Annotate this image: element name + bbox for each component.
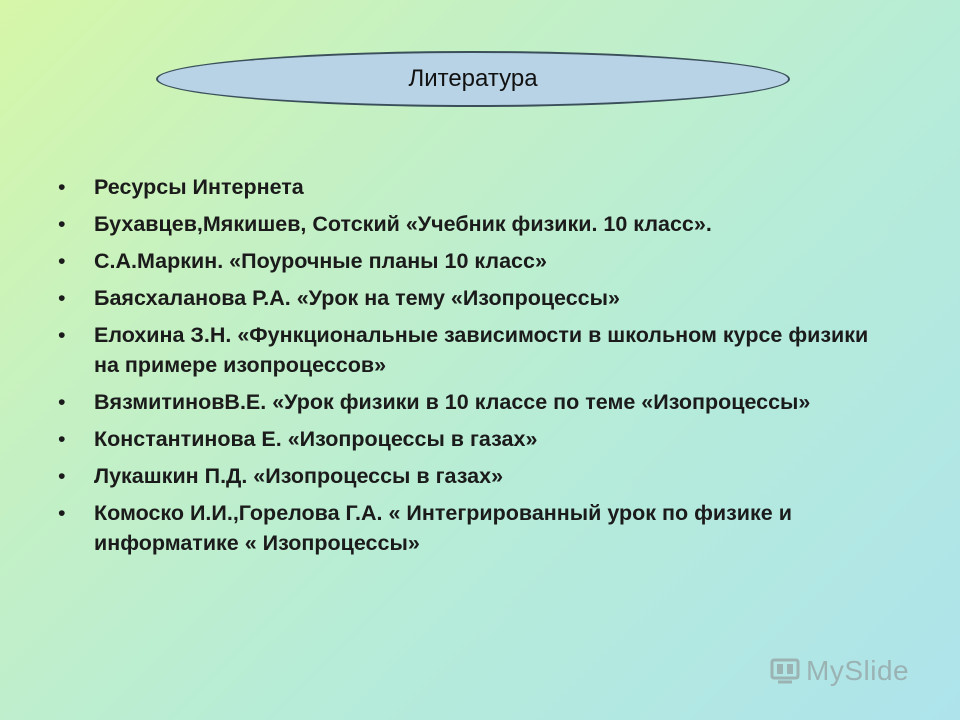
bullet: • [58,464,66,488]
bullet: • [58,427,66,451]
bullet: • [58,175,66,199]
reference-text: С.А.Маркин. «Поурочные планы 10 класс» [94,249,547,273]
list-item [58,246,898,276]
bullet: • [58,286,66,310]
list-item [58,283,898,313]
bullet: • [58,501,66,525]
bullet: • [58,390,66,414]
bullet: • [58,249,66,273]
slide-title: Литература [408,65,538,92]
bullet: • [58,212,66,236]
list-item [58,498,898,558]
list-item [58,320,898,380]
title-oval [156,51,790,107]
watermark [768,654,909,688]
reference-text: Константинова Е. «Изопроцессы в газах» [94,427,538,451]
reference-text: Комоско И.И.,Горелова Г.А. « Интегрированный урок по физике и информатике « Изопроцессы» [94,501,792,555]
list-item [58,387,898,417]
reference-list [58,172,898,565]
reference-text: Баясхаланова Р.А. «Урок на тему «Изопроцессы» [94,286,620,310]
list-item [58,209,898,239]
bullet: • [58,323,66,347]
myslide-logo-icon [768,654,802,688]
reference-text: Елохина З.Н. «Функциональные зависимости в школьном курсе физики на примере изопроцессов» [94,323,869,377]
reference-text: Ресурсы Интернета [94,175,304,199]
list-item [58,172,898,202]
list-item [58,461,898,491]
reference-text: ВязмитиновВ.Е. «Урок физики в 10 классе по теме «Изопроцессы» [94,390,811,414]
reference-text: Лукашкин П.Д. «Изопроцессы в газах» [94,464,504,488]
reference-text: Бухавцев,Мякишев, Сотский «Учебник физики. 10 класс». [94,212,712,236]
watermark-text: MySlide [806,655,910,686]
list-item [58,424,898,454]
